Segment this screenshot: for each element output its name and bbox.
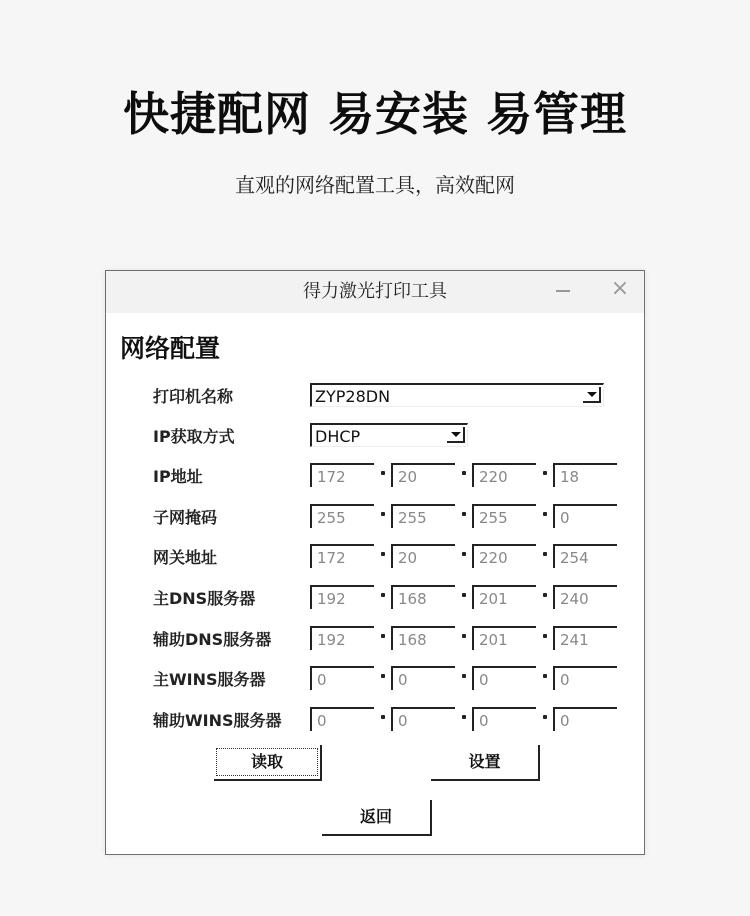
read-button-label: 读取 — [250, 752, 283, 771]
primary-dns-octet-4[interactable] — [553, 585, 617, 609]
octet-value: 220 — [479, 549, 508, 567]
secondary-dns-row — [106, 626, 644, 656]
dot-separator — [543, 512, 547, 516]
gateway-octet-4[interactable] — [553, 544, 617, 568]
octet-value: 0 — [560, 712, 570, 730]
hero-headline: 快捷配网 易安装 易管理 — [122, 87, 628, 141]
primary-dns-octet-3[interactable] — [472, 585, 536, 609]
secondary-wins-octet-4[interactable] — [553, 707, 617, 731]
gateway-octet-2[interactable] — [391, 544, 455, 568]
secondary-dns-octet-2[interactable] — [391, 626, 455, 650]
octet-value: 172 — [317, 468, 346, 486]
octet-value: 0 — [317, 712, 327, 730]
octet-value: 201 — [479, 631, 508, 649]
octet-value: 18 — [560, 468, 580, 486]
secondary-wins-octet-2[interactable] — [391, 707, 455, 731]
ip-mode-row — [106, 423, 644, 453]
octet-value: 255 — [398, 509, 427, 527]
dot-separator — [462, 471, 466, 475]
octet-value: 0 — [479, 671, 489, 689]
octet-value: 255 — [317, 509, 346, 527]
dot-separator — [462, 674, 466, 678]
octet-value: 168 — [398, 631, 427, 649]
octet-value: 192 — [317, 590, 346, 608]
octet-value: 0 — [317, 671, 327, 689]
dot-separator — [543, 674, 547, 678]
dot-separator — [543, 715, 547, 719]
octet-value: 168 — [398, 590, 427, 608]
read-button[interactable] — [214, 745, 322, 781]
dot-separator — [462, 634, 466, 638]
chevron-down-icon[interactable] — [583, 387, 601, 403]
octet-value: 255 — [479, 509, 508, 527]
dot-separator — [543, 471, 547, 475]
ip-address-row — [106, 463, 644, 493]
primary-wins-label: 主WINS服务器 — [153, 670, 266, 689]
secondary-wins-label: 辅助WINS服务器 — [153, 711, 282, 730]
title-bar[interactable] — [106, 271, 644, 313]
octet-value: 254 — [560, 549, 589, 567]
octet-value: 240 — [560, 590, 589, 608]
primary-dns-label: 主DNS服务器 — [153, 589, 256, 608]
octet-value: 0 — [479, 712, 489, 730]
dot-separator — [462, 552, 466, 556]
subnet-mask-octet-3[interactable] — [472, 504, 536, 528]
primary-dns-octet-2[interactable] — [391, 585, 455, 609]
octet-value: 192 — [317, 631, 346, 649]
hero-subline: 直观的网络配置工具，高效配网 — [235, 173, 515, 197]
ip-address-octet-2[interactable] — [391, 463, 455, 487]
subnet-mask-label: 子网掩码 — [153, 508, 218, 527]
gateway-octet-1[interactable] — [310, 544, 374, 568]
primary-dns-octet-1[interactable] — [310, 585, 374, 609]
secondary-dns-octet-3[interactable] — [472, 626, 536, 650]
minimize-icon[interactable] — [556, 290, 570, 292]
ip-mode-select[interactable] — [310, 423, 468, 447]
primary-wins-octet-2[interactable] — [391, 666, 455, 690]
subnet-mask-octet-1[interactable] — [310, 504, 374, 528]
dot-separator — [381, 552, 385, 556]
set-button[interactable] — [431, 745, 540, 781]
primary-wins-octet-1[interactable] — [310, 666, 374, 690]
secondary-wins-octet-1[interactable] — [310, 707, 374, 731]
gateway-label: 网关地址 — [153, 548, 218, 567]
set-button-label: 设置 — [468, 752, 501, 771]
primary-wins-octet-4[interactable] — [553, 666, 617, 690]
octet-value: 0 — [398, 712, 408, 730]
octet-value: 20 — [398, 468, 418, 486]
octet-value: 0 — [560, 509, 570, 527]
ip-mode-value: DHCP — [315, 427, 361, 446]
back-button-label: 返回 — [359, 807, 392, 826]
back-button[interactable] — [322, 800, 432, 836]
secondary-dns-label: 辅助DNS服务器 — [153, 630, 272, 649]
dot-separator — [381, 634, 385, 638]
ip-mode-label: IP获取方式 — [153, 427, 235, 446]
primary-wins-octet-3[interactable] — [472, 666, 536, 690]
secondary-dns-octet-1[interactable] — [310, 626, 374, 650]
octet-value: 20 — [398, 549, 418, 567]
ip-address-octet-4[interactable] — [553, 463, 617, 487]
printer-name-value: ZYP28DN — [315, 387, 391, 406]
secondary-dns-octet-4[interactable] — [553, 626, 617, 650]
printer-name-select[interactable] — [310, 383, 604, 407]
secondary-wins-row — [106, 707, 644, 737]
octet-value: 172 — [317, 549, 346, 567]
octet-value: 0 — [398, 671, 408, 689]
chevron-down-icon[interactable] — [447, 427, 465, 443]
octet-value: 201 — [479, 590, 508, 608]
primary-dns-row — [106, 585, 644, 615]
dot-separator — [381, 715, 385, 719]
gateway-row — [106, 544, 644, 574]
gateway-octet-3[interactable] — [472, 544, 536, 568]
printer-name-row — [106, 383, 644, 413]
octet-value: 0 — [560, 671, 570, 689]
section-title: 网络配置 — [120, 334, 221, 363]
dot-separator — [381, 674, 385, 678]
subnet-mask-octet-2[interactable] — [391, 504, 455, 528]
octet-value: 220 — [479, 468, 508, 486]
ip-address-octet-3[interactable] — [472, 463, 536, 487]
ip-address-octet-1[interactable] — [310, 463, 374, 487]
primary-wins-row — [106, 666, 644, 696]
dot-separator — [381, 512, 385, 516]
dot-separator — [381, 593, 385, 597]
printer-tool-window — [105, 270, 645, 855]
printer-name-label: 打印机名称 — [153, 387, 234, 406]
close-icon[interactable]: × — [610, 276, 630, 301]
subnet-mask-octet-4[interactable] — [553, 504, 617, 528]
window-title: 得力激光打印工具 — [303, 281, 447, 302]
secondary-wins-octet-3[interactable] — [472, 707, 536, 731]
dot-separator — [543, 634, 547, 638]
dot-separator — [462, 512, 466, 516]
ip-address-label: IP地址 — [153, 467, 203, 486]
dot-separator — [462, 715, 466, 719]
subnet-mask-row — [106, 504, 644, 534]
octet-value: 241 — [560, 631, 589, 649]
dot-separator — [543, 593, 547, 597]
dot-separator — [462, 593, 466, 597]
dot-separator — [543, 552, 547, 556]
dot-separator — [381, 471, 385, 475]
